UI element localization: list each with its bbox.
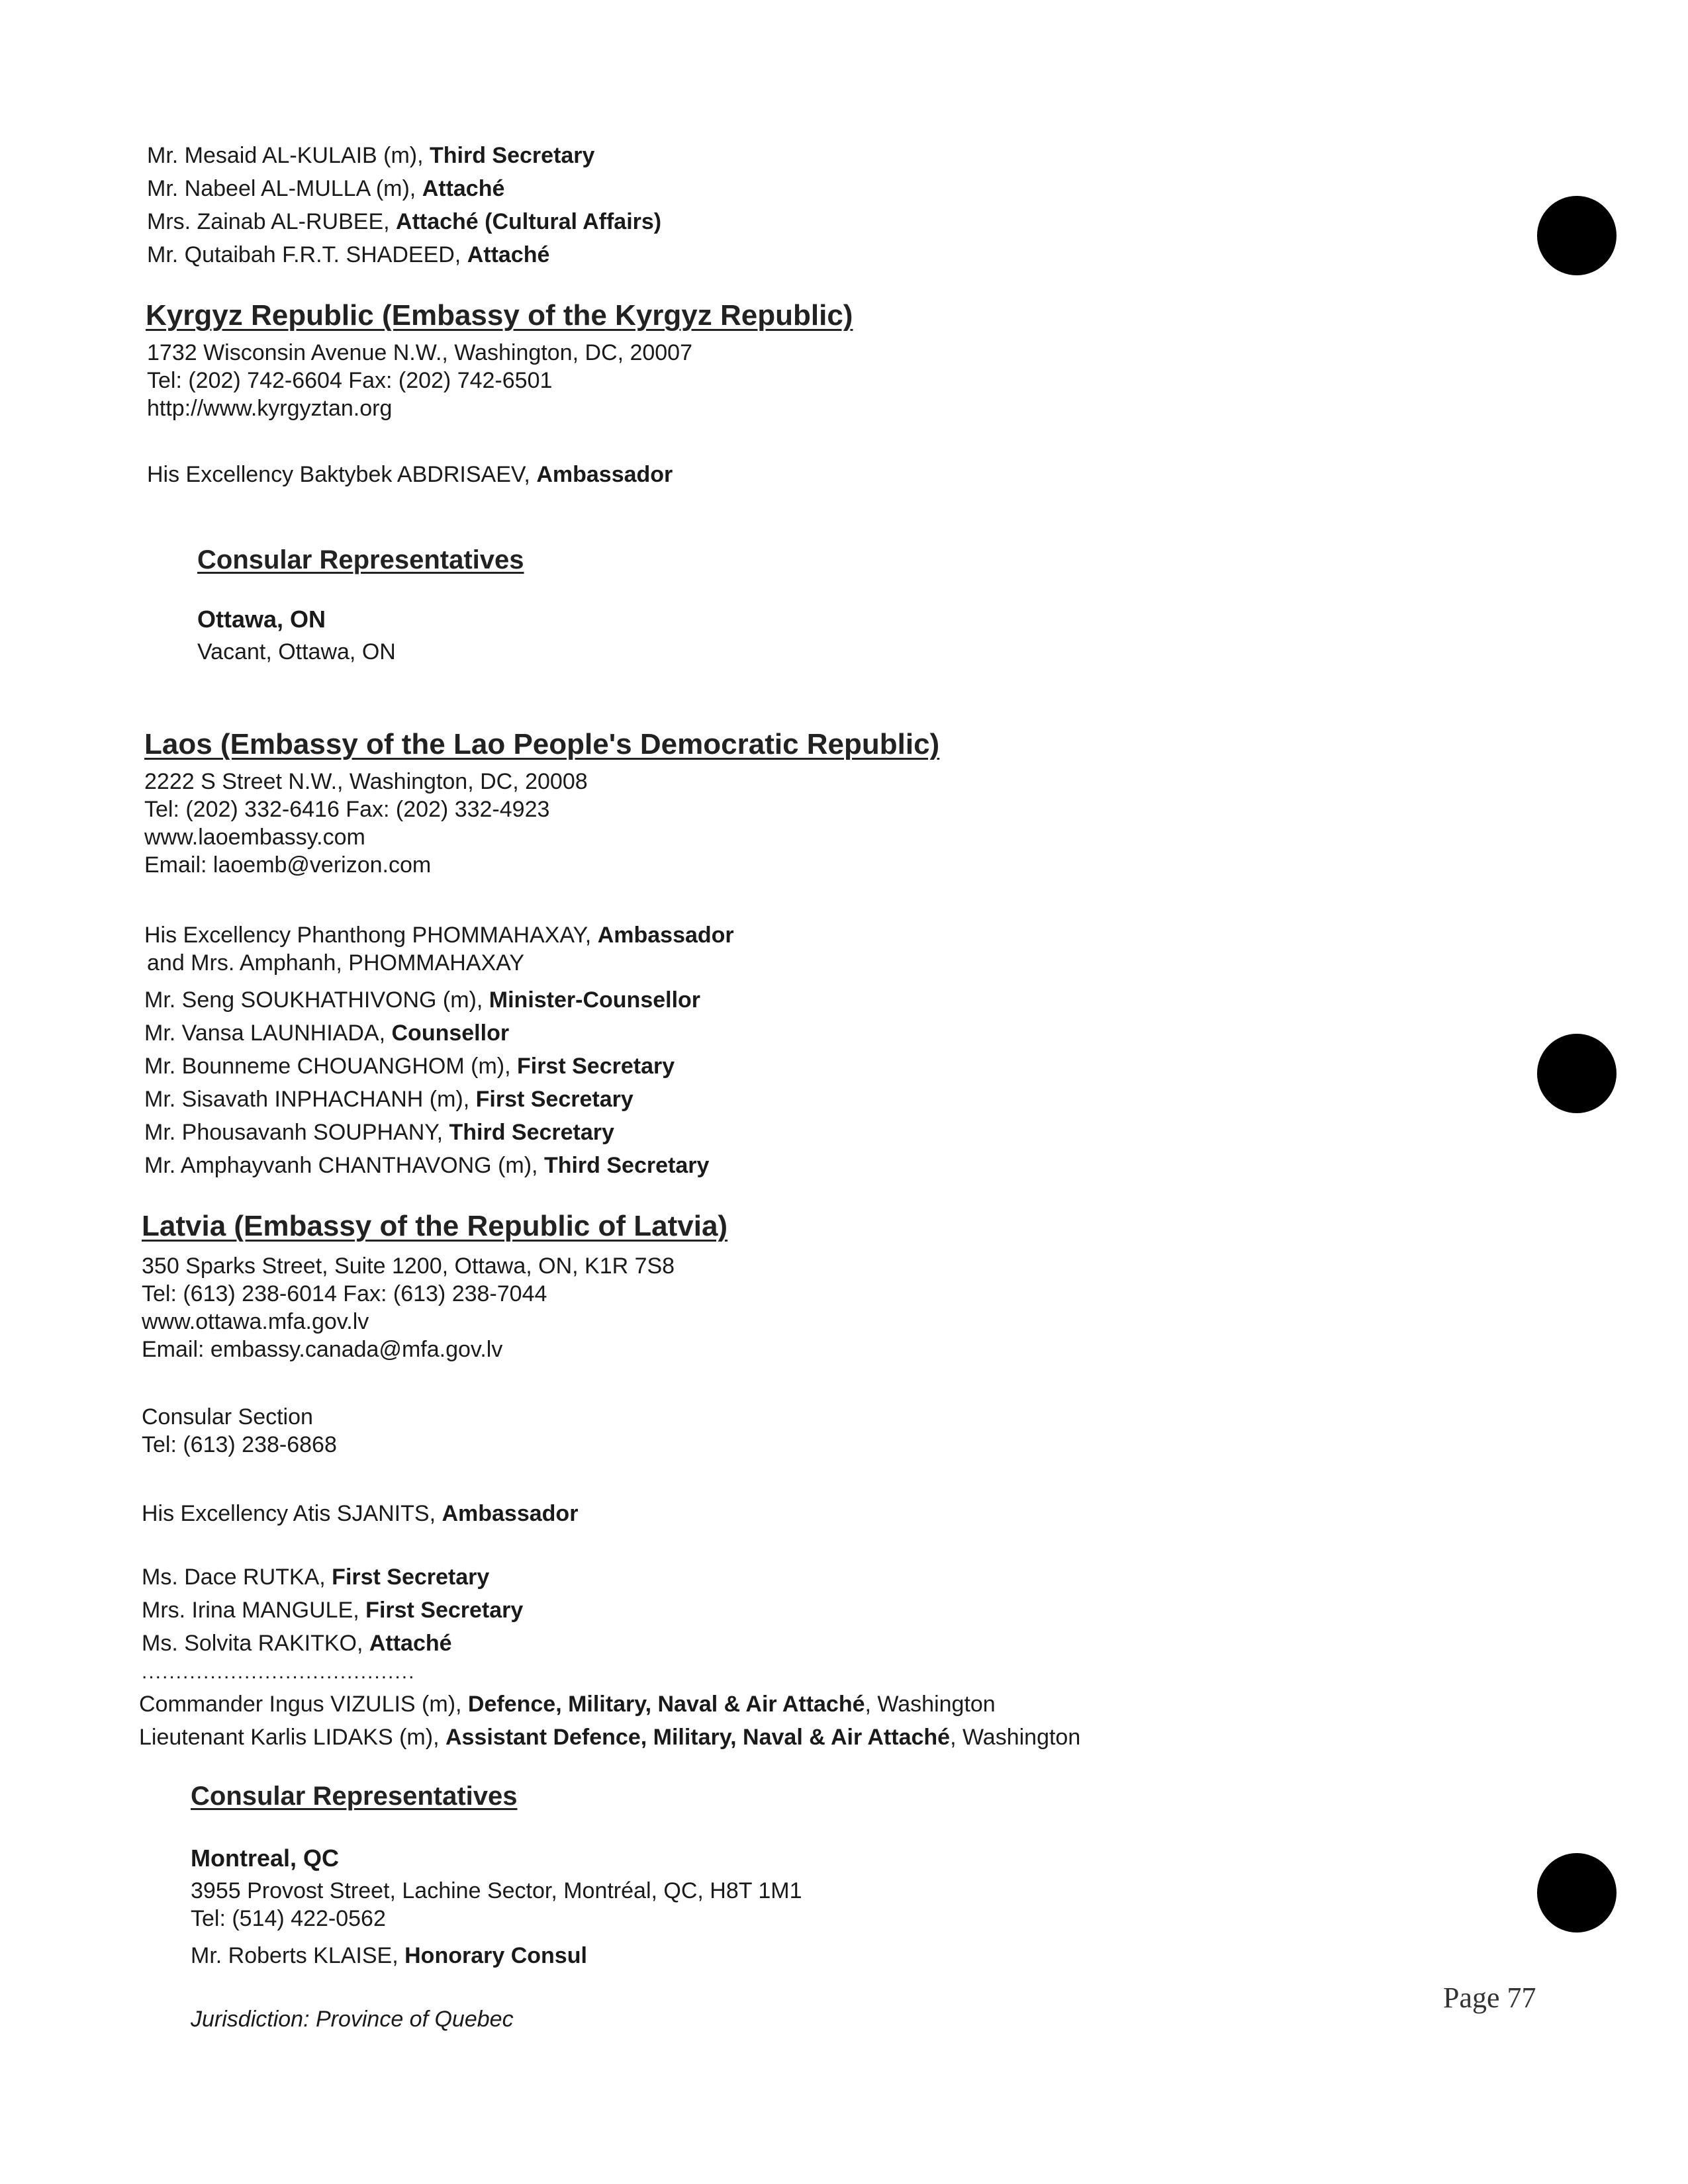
laos-heading: Laos (Embassy of the Lao People's Democratic Republic) xyxy=(144,728,940,760)
laos-address: 2222 S Street N.W., Washington, DC, 20008 xyxy=(144,769,588,794)
staff-line: Mr. Bounneme CHOUANGHOM (m), First Secretary xyxy=(144,1054,675,1079)
latvia-honorary-consul: Mr. Roberts KLAISE, Honorary Consul xyxy=(191,1943,587,1968)
latvia-consular-heading: Consular Representatives xyxy=(191,1782,518,1811)
punch-hole xyxy=(1537,1034,1617,1113)
staff-line: Mrs. Irina MANGULE, First Secretary xyxy=(142,1598,524,1623)
staff-line: Mrs. Zainab AL-RUBEE, Attaché (Cultural Affairs) xyxy=(147,209,662,234)
latvia-consular-address: 3955 Provost Street, Lachine Sector, Montréal, QC, H8T 1M1 xyxy=(191,1878,802,1903)
staff-line: Ms. Dace RUTKA, First Secretary xyxy=(142,1565,490,1590)
section-separator: ........................................ xyxy=(142,1661,416,1683)
staff-line: Mr. Vansa LAUNHIADA, Counsellor xyxy=(144,1021,510,1046)
kyrgyz-address: 1732 Wisconsin Avenue N.W., Washington, DC, 20007 xyxy=(147,340,693,365)
staff-line: Mr. Mesaid AL-KULAIB (m), Third Secretary xyxy=(147,143,595,168)
latvia-address: 350 Sparks Street, Suite 1200, Ottawa, ON, K1R 7S8 xyxy=(142,1253,675,1279)
punch-hole xyxy=(1537,1853,1617,1933)
staff-line: Mr. Phousavanh SOUPHANY, Third Secretary xyxy=(144,1120,614,1145)
latvia-ambassador: His Excellency Atis SJANITS, Ambassador xyxy=(142,1501,579,1526)
page-number: Page 77 xyxy=(1443,1981,1536,2014)
latvia-heading: Latvia (Embassy of the Republic of Latvia) xyxy=(142,1210,728,1242)
laos-email: Email: laoemb@verizon.com xyxy=(144,852,432,878)
military-attache-line: Lieutenant Karlis LIDAKS (m), Assistant Defence, Military, Naval & Air Attaché, Washington xyxy=(139,1725,1081,1750)
laos-website: www.laoembassy.com xyxy=(144,825,365,850)
military-attache-line: Commander Ingus VIZULIS (m), Defence, Military, Naval & Air Attaché, Washington xyxy=(139,1692,996,1717)
kyrgyz-website: http://www.kyrgyztan.org xyxy=(147,396,393,421)
latvia-phone: Tel: (613) 238-6014 Fax: (613) 238-7044 xyxy=(142,1281,547,1306)
staff-line: Mr. Qutaibah F.R.T. SHADEED, Attaché xyxy=(147,242,550,267)
staff-line: Mr. Seng SOUKHATHIVONG (m), Minister-Counsellor xyxy=(144,987,701,1013)
punch-hole xyxy=(1537,196,1617,275)
latvia-jurisdiction: Jurisdiction: Province of Quebec xyxy=(191,2007,514,2032)
latvia-website: www.ottawa.mfa.gov.lv xyxy=(142,1309,369,1334)
laos-ambassador: His Excellency Phanthong PHOMMAHAXAY, Ambassador xyxy=(144,923,734,948)
kyrgyz-consular-text: Vacant, Ottawa, ON xyxy=(197,639,396,664)
latvia-consular-city: Montreal, QC xyxy=(191,1844,340,1872)
laos-ambassador-spouse: and Mrs. Amphanh, PHOMMAHAXAY xyxy=(147,950,525,976)
laos-phone: Tel: (202) 332-6416 Fax: (202) 332-4923 xyxy=(144,797,550,822)
kyrgyz-phone: Tel: (202) 742-6604 Fax: (202) 742-6501 xyxy=(147,368,553,393)
staff-line: Ms. Solvita RAKITKO, Attaché xyxy=(142,1631,452,1656)
staff-line: Mr. Amphayvanh CHANTHAVONG (m), Third Secretary xyxy=(144,1153,710,1178)
staff-line: Mr. Nabeel AL-MULLA (m), Attaché xyxy=(147,176,505,201)
latvia-consular-tel: Tel: (514) 422-0562 xyxy=(191,1906,386,1931)
latvia-consular-phone: Tel: (613) 238-6868 xyxy=(142,1432,337,1457)
kyrgyz-heading: Kyrgyz Republic (Embassy of the Kyrgyz Republic) xyxy=(146,299,853,332)
kyrgyz-consular-heading: Consular Representatives xyxy=(197,545,524,574)
kyrgyz-consular-city: Ottawa, ON xyxy=(197,606,326,633)
kyrgyz-ambassador: His Excellency Baktybek ABDRISAEV, Ambassador xyxy=(147,462,673,487)
latvia-email: Email: embassy.canada@mfa.gov.lv xyxy=(142,1337,503,1362)
latvia-consular-section: Consular Section xyxy=(142,1404,313,1430)
staff-line: Mr. Sisavath INPHACHANH (m), First Secretary xyxy=(144,1087,633,1112)
